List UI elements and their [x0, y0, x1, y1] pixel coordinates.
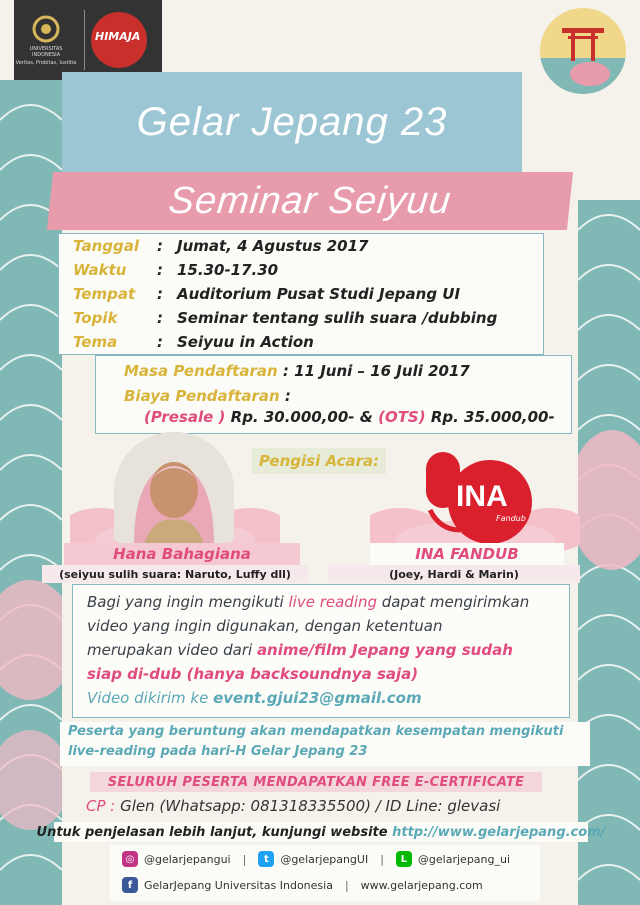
info-row-topic: [73, 306, 497, 330]
info-label: Waktu: [73, 261, 127, 279]
speakers-heading: Pengisi Acara:: [252, 448, 386, 474]
facebook-page[interactable]: GelarJepang Universitas Indonesia: [144, 878, 333, 892]
submission-email-link[interactable]: event.gjui23@gmail.com: [213, 689, 422, 707]
lucky-participant-note: [60, 722, 590, 766]
organizer-logos: [14, 0, 162, 80]
lucky-note-line-2: live-reading pada hari-H Gelar Jepang 23: [68, 744, 368, 759]
contact-value: Glen (Whatsapp: 081318335500) / ID Line: glevasi: [115, 797, 501, 815]
logo-divider: [84, 10, 85, 70]
contact-person: [86, 797, 500, 815]
speaker-photo: [114, 432, 234, 544]
event-subtitle: Seminar Seiyuu: [166, 179, 454, 222]
info-label: Tempat: [73, 285, 136, 303]
registration-period: Masa Pendaftaran : 11 Juni – 16 Juli 2017: [124, 362, 470, 380]
live-text: Video dikirim ke: [87, 689, 214, 707]
ots-price: Rp. 35.000,00-: [430, 408, 555, 426]
lucky-note-line-1: Peserta yang beruntung akan mendapatkan kesempatan mengikuti: [68, 724, 564, 739]
twitter-icon: t: [258, 851, 274, 867]
live-reading-line-2: video yang ingin digunakan, dengan ketentuan: [87, 617, 443, 635]
info-row-place: [73, 282, 460, 306]
torii-emblem-icon: [540, 8, 626, 94]
certificate-banner: SELURUH PESERTA MENDAPATKAN FREE E-CERTIFICATE: [90, 772, 542, 792]
right-wave-decoration: [578, 200, 640, 905]
info-row-theme: [73, 330, 314, 354]
website-note-text: Untuk penjelasan lebih lanjut, kunjungi website: [36, 824, 388, 840]
social-media-footer: [110, 845, 540, 901]
separator: |: [242, 852, 247, 866]
subtitle-banner: [47, 172, 573, 230]
presale-price: Rp. 30.000,00-: [230, 408, 355, 426]
registration-box: [95, 355, 572, 434]
info-value: Jumat, 4 Agustus 2017: [177, 237, 369, 255]
info-colon: :: [157, 237, 163, 255]
social-row-2: [122, 873, 483, 897]
ina-logo-sub: Fandub: [496, 514, 526, 523]
registration-prices: [144, 408, 555, 426]
event-info-box: [58, 233, 544, 355]
info-colon: :: [157, 285, 163, 303]
website-note: [36, 822, 606, 842]
info-value: Seiyuu in Action: [177, 333, 314, 351]
ina-fandub-logo: [420, 440, 536, 550]
info-label: Tema: [73, 333, 118, 351]
live-reading-line-4: siap di-dub (hanya backsoundnya saja): [87, 665, 419, 683]
event-title: Gelar Jepang 23: [136, 99, 448, 144]
himaja-logo: [91, 12, 147, 68]
university-logo: [14, 0, 78, 80]
speaker-desc-hana: (seiyuu sulih suara: Naruto, Luffy dll): [42, 565, 308, 583]
live-reading-box: [72, 584, 570, 718]
website-url-link[interactable]: http://www.gelarjepang.com/: [392, 824, 606, 840]
price-separator: &: [359, 408, 373, 426]
line-icon: L: [396, 851, 412, 867]
info-row-date: [73, 234, 368, 258]
contact-label: CP :: [86, 797, 116, 815]
speaker-name-ina: [370, 543, 564, 565]
line-handle[interactable]: @gelarjepang_ui: [417, 852, 511, 866]
info-colon: :: [157, 309, 163, 327]
live-reading-highlight: live reading: [288, 593, 378, 611]
speaker-desc-ina: (Joey, Hardi & Marin): [328, 565, 580, 583]
presale-label: (Presale ): [144, 408, 226, 426]
info-value: 15.30-17.30: [177, 261, 279, 279]
title-banner: [62, 72, 522, 172]
registration-period-label: Masa Pendaftaran: [124, 362, 278, 380]
university-name: UNIVERSITAS INDONESIA: [29, 46, 63, 58]
live-text: merupakan video dari: [87, 641, 257, 659]
info-value: Auditorium Pusat Studi Jepang UI: [177, 285, 461, 303]
live-reading-line-1: [87, 593, 529, 611]
info-colon: :: [157, 261, 163, 279]
info-row-time: [73, 258, 278, 282]
footer-website[interactable]: www.gelarjepang.com: [360, 878, 483, 892]
twitter-handle[interactable]: @gelarjepangUI: [280, 852, 369, 866]
live-text: Bagi yang ingin mengikuti: [87, 593, 289, 611]
registration-fee-label: Biaya Pendaftaran: [124, 387, 280, 405]
university-motto: Veritas, Probitas, Iustitia: [15, 60, 77, 66]
live-reading-line-3: [87, 641, 513, 659]
info-label: Tanggal: [73, 237, 139, 255]
social-row-1: [122, 847, 510, 871]
live-requirement-highlight: anime/film Jepang yang sudah: [256, 641, 513, 659]
facebook-icon: f: [122, 877, 138, 893]
speaker-name-label: INA FANDUB: [415, 545, 519, 563]
info-label: Topik: [73, 309, 118, 327]
makara-icon: [31, 14, 61, 44]
ots-label: (OTS): [378, 408, 426, 426]
live-text: dapat mengirimkan: [377, 593, 530, 611]
info-colon: :: [157, 333, 163, 351]
registration-fee: Biaya Pendaftaran :: [124, 387, 291, 405]
speaker-name-label: Hana Bahagiana: [113, 545, 251, 563]
info-value: Seminar tentang sulih suara /dubbing: [177, 309, 498, 327]
ina-logo-text: INA: [456, 480, 508, 513]
speaker-name-hana: [64, 543, 300, 565]
himaja-logo-text: HIMAJA: [95, 30, 141, 43]
live-reading-line-5: [87, 689, 422, 707]
separator: |: [344, 878, 349, 892]
registration-period-value: 11 Juni – 16 Juli 2017: [294, 362, 470, 380]
separator: |: [380, 852, 384, 866]
instagram-icon: ◎: [122, 851, 138, 867]
instagram-handle[interactable]: @gelarjepangui: [144, 852, 231, 866]
